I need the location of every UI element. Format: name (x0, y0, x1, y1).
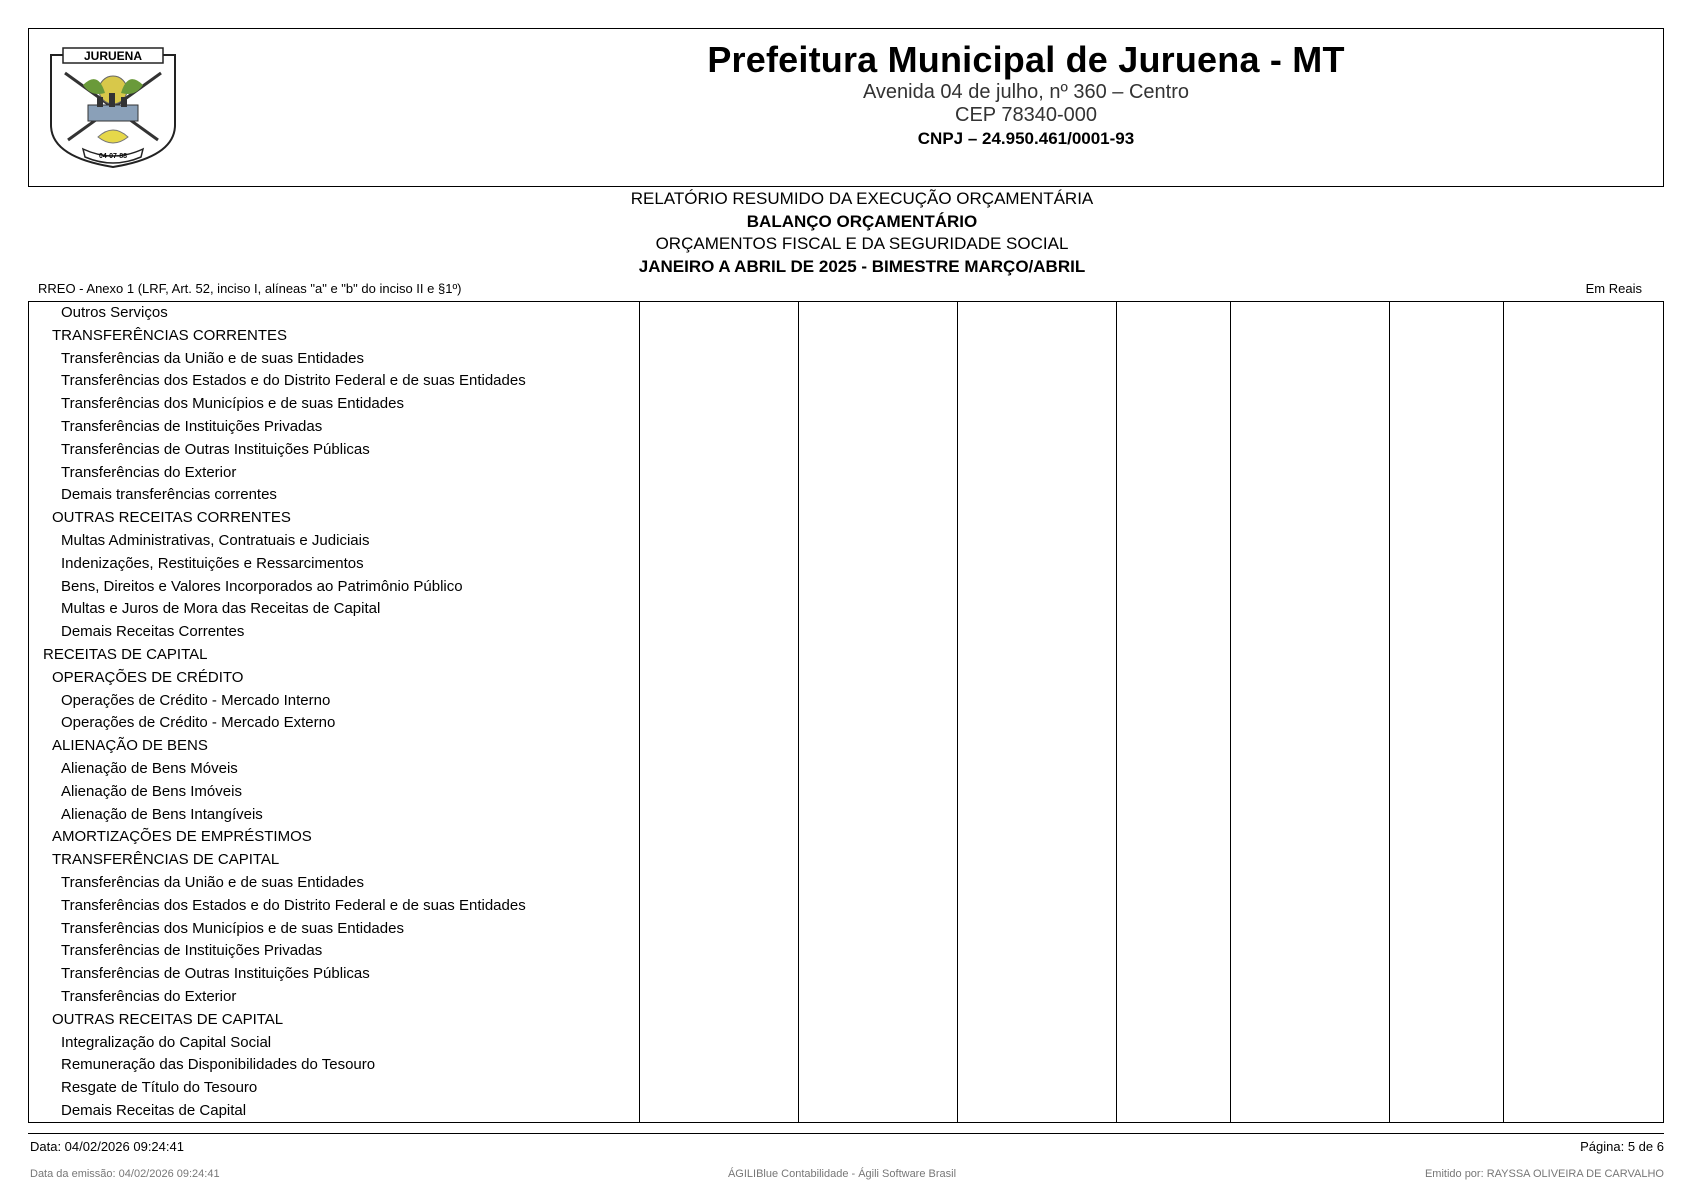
table-row: Indenizações, Restituições e Ressarcimentos (61, 554, 364, 572)
logo-text: JURUENA (83, 49, 143, 63)
table-row: Transferências dos Estados e do Distrito Federal e de suas Entidades (61, 896, 526, 914)
table-row: Transferências do Exterior (61, 463, 237, 481)
table-row: Operações de Crédito - Mercado Interno (61, 691, 331, 709)
footer-date: Data: 04/02/2026 09:24:41 (30, 1139, 184, 1154)
header-text-block (29, 39, 1663, 151)
table-row: Transferências dos Estados e do Distrito Federal e de suas Entidades (61, 372, 526, 390)
table-row: Remuneração das Disponibilidades do Tesouro (61, 1056, 376, 1074)
address-line: Avenida 04 de julho, nº 360 – Centro (862, 81, 1190, 103)
table-row: Bens, Direitos e Valores Incorporados ao Patrimônio Público (61, 577, 463, 595)
software-credit: ÁGILIBlue Contabilidade - Ágili Software Brasil (727, 1168, 957, 1180)
table-row: Demais Receitas Correntes (61, 623, 245, 641)
report-title-line-3: ORÇAMENTOS FISCAL E DA SEGURIDADE SOCIAL (655, 234, 1069, 253)
budget-table (28, 301, 1664, 1123)
currency-unit: Em Reais (1585, 281, 1642, 296)
table-row: Alienação de Bens Móveis (61, 759, 238, 777)
emission-date: Data da emissão: 04/02/2026 09:24:41 (30, 1168, 220, 1180)
table-row: RECEITAS DE CAPITAL (43, 645, 208, 663)
table-row: Transferências de Outras Instituições Públicas (61, 440, 370, 458)
report-title-line-2: BALANÇO ORÇAMENTÁRIO (746, 211, 978, 231)
table-row: Multas Administrativas, Contratuais e Judiciais (61, 531, 370, 549)
table-row: Transferências de Outras Instituições Públicas (61, 965, 370, 983)
table-row: Transferências da União e de suas Entidades (61, 873, 364, 891)
footer-divider (28, 1133, 1664, 1134)
logo-date: 04-07-88 (98, 153, 128, 160)
table-row: Transferências de Instituições Privadas (61, 417, 323, 435)
column-divider (957, 302, 958, 1122)
table-row: Demais Receitas de Capital (61, 1101, 247, 1119)
table-row: Integralização do Capital Social (61, 1033, 272, 1051)
cep-line: CEP 78340-000 (955, 104, 1097, 126)
table-row: Alienação de Bens Imóveis (61, 782, 242, 800)
table-row: Transferências dos Municípios e de suas Entidades (61, 395, 404, 413)
table-row: Transferências dos Municípios e de suas Entidades (61, 919, 404, 937)
table-rows (29, 302, 639, 1123)
table-row: ALIENAÇÃO DE BENS (52, 737, 208, 755)
table-row: Outros Serviços (61, 304, 168, 321)
annex-reference: RREO - Anexo 1 (LRF, Art. 52, inciso I, alíneas "a" e "b" do inciso II e §1º) (38, 281, 462, 296)
report-period: JANEIRO A ABRIL DE 2025 - BIMESTRE MARÇO/ABRIL (638, 256, 1086, 276)
table-row: Transferências do Exterior (61, 987, 237, 1005)
header-box (28, 28, 1664, 187)
column-divider (1389, 302, 1390, 1122)
column-divider (1116, 302, 1117, 1122)
table-row: OUTRAS RECEITAS DE CAPITAL (52, 1010, 284, 1028)
table-row: Demais transferências correntes (61, 486, 277, 504)
column-divider (1230, 302, 1231, 1122)
table-row: TRANSFERÊNCIAS CORRENTES (52, 326, 288, 344)
table-row: Transferências de Instituições Privadas (61, 942, 323, 960)
report-titles (0, 188, 1684, 278)
table-row: OUTRAS RECEITAS CORRENTES (52, 509, 291, 527)
table-row: Operações de Crédito - Mercado Externo (61, 714, 336, 732)
table-row: Multas e Juros de Mora das Receitas de Capital (61, 600, 381, 618)
table-row: Resgate de Título do Tesouro (61, 1079, 258, 1097)
table-row: AMORTIZAÇÕES DE EMPRÉSTIMOS (52, 828, 312, 846)
table-row: TRANSFERÊNCIAS DE CAPITAL (52, 851, 280, 869)
table-row: Alienação de Bens Intangíveis (61, 805, 263, 823)
report-title-line-1: RELATÓRIO RESUMIDO DA EXECUÇÃO ORÇAMENTÁRIA (630, 189, 1094, 208)
table-row: OPERAÇÕES DE CRÉDITO (52, 668, 244, 686)
column-divider (1503, 302, 1504, 1122)
cnpj-line: CNPJ – 24.950.461/0001-93 (917, 129, 1135, 148)
column-divider (798, 302, 799, 1122)
table-row: Transferências da União e de suas Entidades (61, 349, 364, 367)
page-number: Página: 5 de 6 (1580, 1139, 1664, 1154)
page-title: Prefeitura Municipal de Juruena - MT (707, 39, 1345, 80)
issued-by: Emitido por: RAYSSA OLIVEIRA DE CARVALHO (1424, 1168, 1664, 1180)
column-divider (639, 302, 640, 1122)
